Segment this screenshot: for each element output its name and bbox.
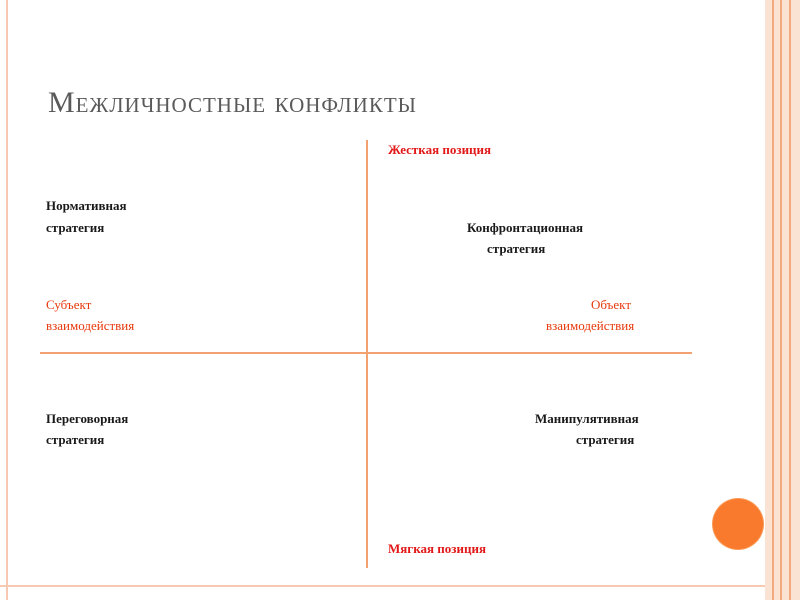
axis-bottom-label: Мягкая позиция [388, 541, 487, 556]
axis-right-label-line1: Объект [591, 297, 631, 312]
quadrant-top-right-line2: стратегия [487, 241, 546, 256]
quadrant-top-right-line1: Конфронтационная [467, 220, 584, 235]
right-band-line [772, 0, 774, 600]
quadrant-top-left-line1: Нормативная [46, 198, 127, 213]
right-band-line [780, 0, 782, 600]
orange-circle-decoration [713, 499, 763, 549]
quadrant-bottom-left-line1: Переговорная [46, 411, 129, 426]
right-band-line [789, 0, 791, 600]
quadrant-bottom-left-line2: стратегия [46, 432, 105, 447]
horizontal-axis [40, 352, 692, 354]
axis-right-label-line2: взаимодействия [546, 318, 635, 333]
slide-title: Межличностные конфликты [48, 86, 417, 119]
axis-left-label-line2: взаимодействия [46, 318, 135, 333]
right-decorative-band [765, 0, 800, 600]
quadrant-bottom-right-line1: Манипулятивная [535, 411, 639, 426]
axis-left-label-line1: Субъект [46, 297, 92, 312]
frame-left-line [6, 0, 8, 600]
vertical-axis [366, 140, 368, 568]
quadrant-bottom-right-line2: стратегия [576, 432, 635, 447]
quadrant-top-left-line2: стратегия [46, 220, 105, 235]
frame-bottom-line [0, 585, 800, 587]
axis-top-label: Жесткая позиция [388, 142, 492, 157]
